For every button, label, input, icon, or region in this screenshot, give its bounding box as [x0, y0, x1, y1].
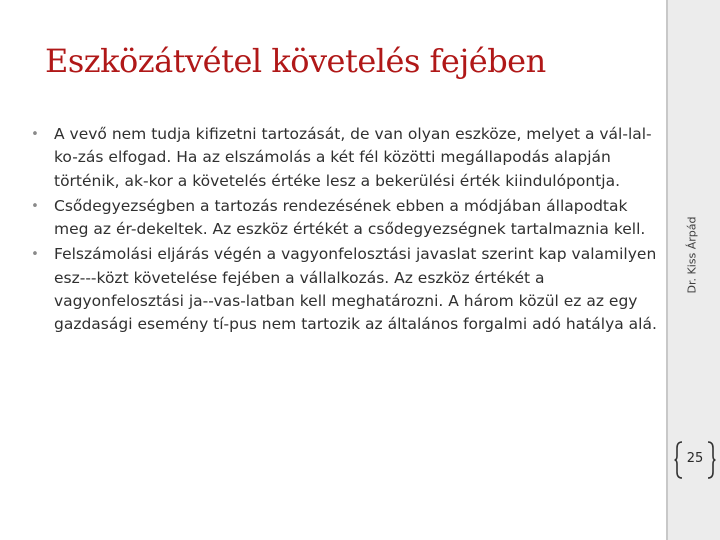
bullet-dot-icon: • — [31, 127, 39, 142]
bullet-list — [28, 123, 666, 337]
bullet-text: A vevő nem tudja kifizetni tartozását, de van olyan eszköze, melyet a vál-lal-ko-zás elfogad. Ha az elszámolás a két fél közötti megállapodás alapján történik, ak-kor a követelés értéke lesz a bekerülési érték kiindulópontja. — [54, 125, 652, 190]
bullet-item — [28, 243, 666, 336]
page-number: 25 — [686, 451, 704, 466]
bullet-item — [28, 123, 666, 193]
bullet-text: Felszámolási eljárás végén a vagyonfelosztási javaslat szerint kap valamilyen esz---közt követelése fejében a vállalkozás. Az eszköz értékét a vagyonfelosztási ja--vas-latban kell meghatározni. A három közül ez az egy gazdasági esemény tí-pus nem tartozik az általános forgalmi adó hatálya alá. — [54, 245, 657, 334]
page-number-badge — [674, 440, 716, 480]
author-label: Dr. Kiss Árpád — [685, 216, 699, 294]
bullet-dot-icon: • — [31, 198, 39, 214]
bullet-item — [28, 195, 666, 242]
bullet-dot-icon: • — [31, 247, 39, 263]
slide-title: Eszközátvétel követelés fejében — [45, 42, 546, 80]
bullet-text: Csődegyezségben a tartozás rendezésének ebben a módjában állapodtak meg az ér-dekeltek. Az eszköz értékét a csődegyezségnek tartalmaznia kell. — [54, 196, 646, 239]
slide-body — [28, 123, 666, 339]
